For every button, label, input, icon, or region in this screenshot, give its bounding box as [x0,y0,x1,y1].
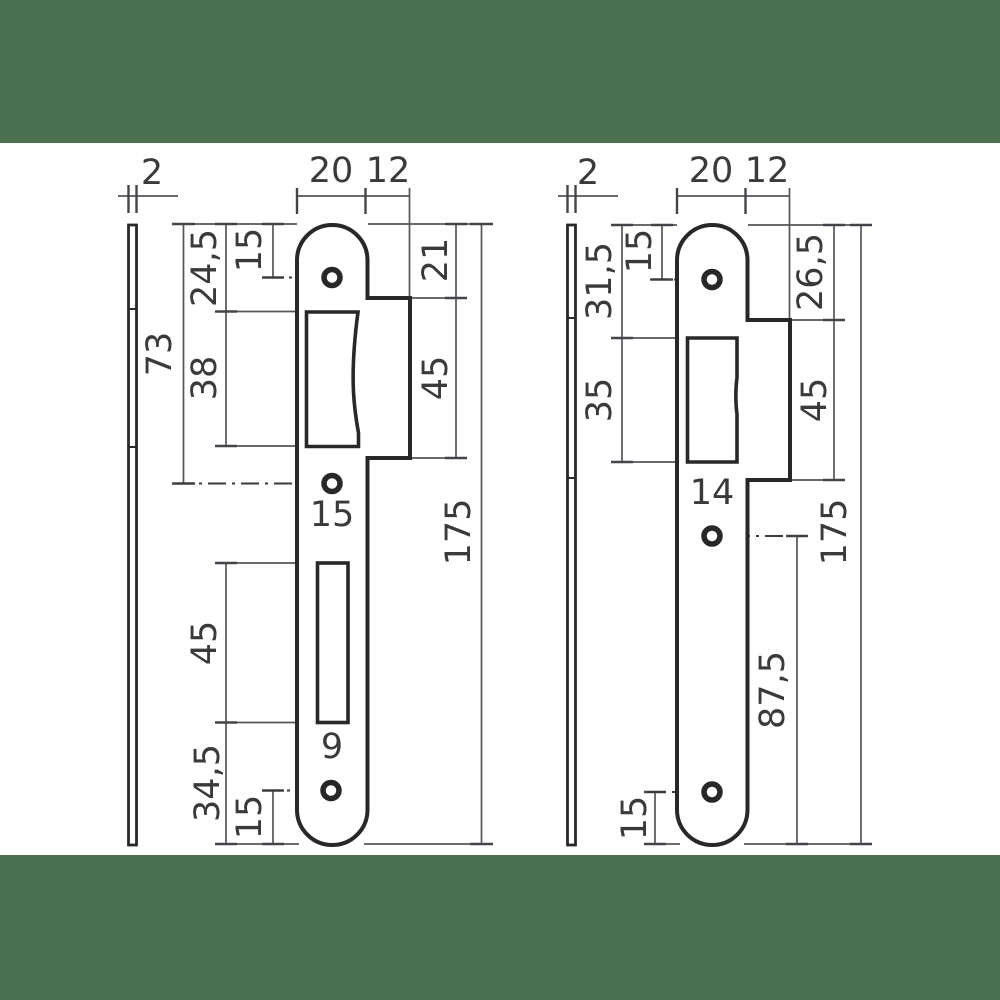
left-top-screw-hole [324,270,340,286]
left-dim-width-main: 20 [308,151,354,191]
right-latch-cutout [688,338,738,462]
left-bottom-screw-hole [323,783,339,799]
left-latch-cutout [307,312,359,447]
left-dim-hole-to-bottom: 15 [230,794,270,840]
left-dim-top-to-cutout: 24,5 [185,229,225,307]
right-dim-lip-offset: 26,5 [791,233,831,311]
left-dim-cutout-width: 15 [309,495,355,535]
right-dim-cutout-height: 35 [580,377,620,423]
left-dim-width-lip: 12 [365,151,411,191]
right-middle-screw-hole [704,528,720,544]
left-dim-cutout-height: 38 [185,355,225,401]
right-dim-width-lip: 12 [744,151,790,191]
right-dim-top-to-cutout: 31,5 [580,242,620,320]
left-dim-thickness: 2 [140,153,164,193]
right-plate-outline [677,225,790,845]
left-dim-lip-offset: 21 [416,237,456,283]
right-dim-width-main: 20 [688,151,734,191]
right-plate-drawing [558,151,872,845]
right-dim-cutout-width: 14 [689,473,735,513]
right-dim-thickness: 2 [576,153,600,193]
left-plate-side-view [129,225,137,845]
left-dim-top-to-hole: 15 [230,227,270,273]
left-dim-lip-height: 45 [416,355,456,401]
right-dim-hole-to-bottom: 15 [615,795,655,841]
left-plate-drawing [118,151,493,845]
right-dim-top-to-hole: 15 [620,228,660,274]
left-dim-top-to-centerline: 73 [140,331,180,377]
right-dim-lip-height: 45 [795,377,835,423]
left-deadbolt-slot [318,563,349,723]
left-dim-slot-width: 9 [320,727,344,767]
left-middle-screw-hole [324,476,340,492]
left-dim-total-height: 175 [439,498,479,566]
right-bottom-screw-hole [704,784,720,800]
left-dim-slot-height: 45 [185,620,225,666]
left-dim-slot-to-bottom: 34,5 [188,744,228,822]
right-top-screw-hole [704,272,720,288]
right-dim-total-height: 175 [815,498,855,566]
right-dim-midhole-to-bottom: 87,5 [753,651,793,729]
